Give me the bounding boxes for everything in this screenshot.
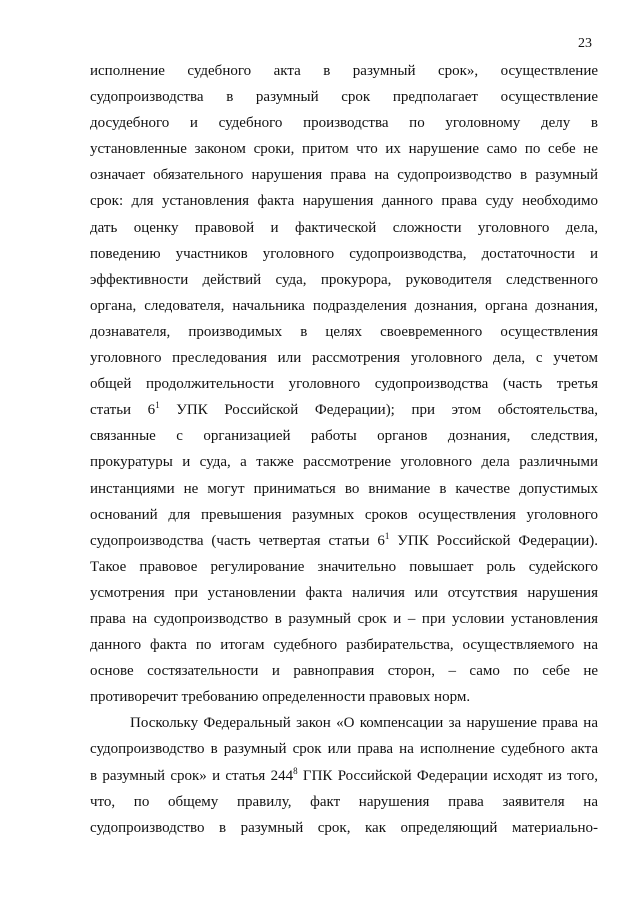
text-segment: судопроизводство в разумный срок или права на исполнение судебного акта — [90, 741, 598, 758]
text-segment: противоречит требованию определенности правовых норм. — [90, 689, 471, 706]
superscript: 8 — [293, 765, 298, 776]
text-segment: связанные с организацией работы органов дознания, следствия, — [90, 428, 598, 445]
text-segment: УПК Российской Федерации); при этом обстоятельства, — [159, 402, 598, 419]
text-line — [90, 554, 598, 580]
text-segment: поведению участников уголовного судопроизводства, достаточности и — [90, 245, 598, 262]
text-segment: прокуратуры и суда, а также рассмотрение уголовного дела различными — [90, 454, 598, 471]
text-segment: судопроизводства (часть четвертая статьи 6 — [90, 532, 385, 549]
text-segment: данного факта по итогам судебного разбирательства, осуществляемого на — [90, 637, 598, 654]
text-line — [90, 241, 598, 267]
superscript: 1 — [384, 530, 390, 541]
text-line — [90, 423, 598, 449]
text-segment: инстанциями не могут приниматься во внимание в качестве допустимых — [90, 480, 598, 497]
text-segment: в разумный срок» и статья 244 — [90, 767, 294, 784]
text-segment: Поскольку Федеральный закон «О компенсации за нарушение права на — [130, 715, 598, 732]
text-line — [90, 188, 598, 214]
text-line — [90, 136, 598, 162]
text-segment: что, по общему правилу, факт нарушения права заявителя на — [90, 793, 598, 810]
text-segment: уголовного преследования или рассмотрения уголовного дела, с учетом — [90, 350, 598, 367]
text-segment: установленные законом сроки, притом что их нарушение само по себе не — [90, 141, 598, 158]
text-line — [90, 293, 598, 319]
text-line — [90, 789, 598, 815]
text-segment: органа, следователя, начальника подразделения дознания, органа дознания, — [90, 297, 598, 314]
text-line — [90, 710, 598, 736]
text-segment: эффективности действий суда, прокурора, руководителя следственного — [90, 271, 598, 288]
text-segment: статьи 6 — [90, 402, 156, 419]
text-segment: дать оценку правовой и фактической сложности уголовного дела, — [90, 219, 598, 236]
text-segment: исполнение судебного акта в разумный срок», осуществление — [90, 63, 598, 79]
text-line — [90, 215, 598, 241]
text-segment: права на судопроизводство в разумный срок и – при условии установления — [90, 610, 598, 627]
document-body — [90, 58, 598, 841]
text-line — [90, 658, 598, 684]
text-line — [90, 606, 598, 632]
text-segment: Такое правовое регулирование значительно повышает роль судейского — [90, 558, 598, 575]
text-segment: досудебного и судебного производства по уголовному делу в — [90, 115, 598, 132]
text-segment: срок: для установления факта нарушения данного права суду необходимо — [90, 193, 598, 210]
text-line — [90, 371, 598, 397]
text-line — [90, 84, 598, 110]
text-line — [90, 815, 598, 841]
text-segment: усмотрения при установлении факта наличия или отсутствия нарушения — [90, 584, 598, 601]
text-line — [90, 632, 598, 658]
text-line — [90, 736, 598, 762]
text-line — [90, 58, 598, 84]
text-segment: судопроизводство в разумный срок, как определяющий материально- — [90, 819, 598, 836]
text-segment: означает обязательного нарушения права на судопроизводство в разумный — [90, 167, 598, 184]
text-line — [90, 449, 598, 475]
text-line — [90, 580, 598, 606]
text-line — [90, 319, 598, 345]
text-segment: дознавателя, производимых в целях своевременного осуществления — [90, 323, 598, 340]
text-line — [90, 502, 598, 528]
text-line — [90, 345, 598, 371]
text-segment: оснований для превышения разумных сроков осуществления уголовного — [90, 506, 598, 523]
text-line — [90, 763, 598, 789]
text-line — [90, 684, 598, 710]
text-line — [90, 528, 598, 554]
text-segment: УПК Российской Федерации). — [389, 532, 598, 549]
text-line — [90, 162, 598, 188]
text-line — [90, 267, 598, 293]
text-segment: основе состязательности и равноправия сторон, – само по себе не — [90, 663, 598, 680]
superscript: 1 — [155, 400, 160, 411]
text-segment: общей продолжительности уголовного судопроизводства (часть третья — [90, 376, 598, 393]
text-segment: ГПК Российской Федерации исходят из того, — [297, 767, 598, 784]
text-line — [90, 110, 598, 136]
text-segment: судопроизводства в разумный срок предполагает осуществление — [90, 89, 598, 106]
text-line — [90, 476, 598, 502]
page-number: 23 — [578, 36, 592, 51]
text-line — [90, 397, 598, 423]
